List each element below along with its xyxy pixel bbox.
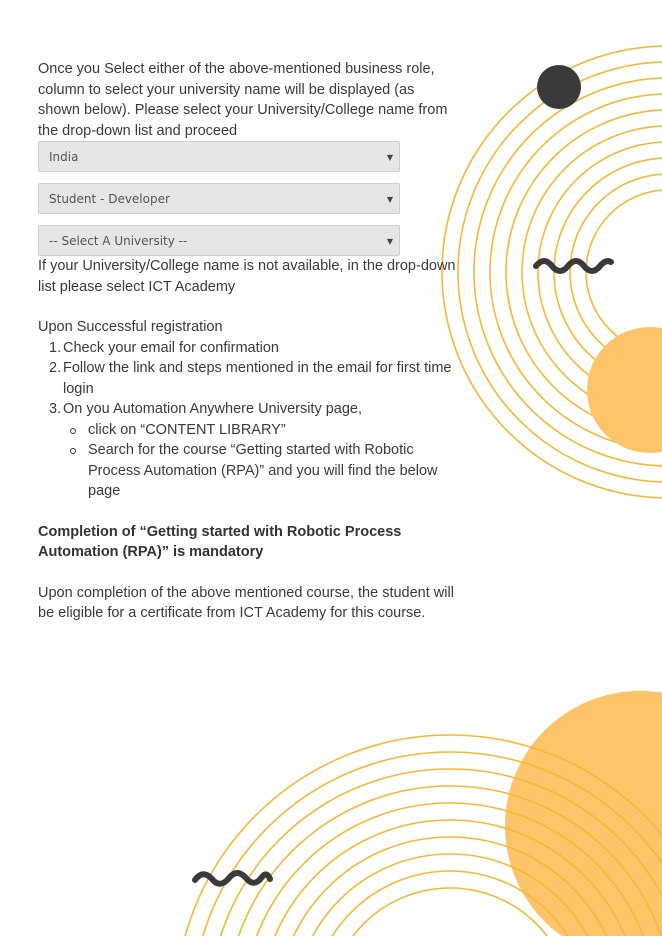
country-dropdown-value: India <box>49 150 79 164</box>
university-dropdown-value: -- Select A University -- <box>49 234 188 248</box>
dropdown-arrow-icon: ▼ <box>386 237 393 246</box>
registration-heading: Upon Successful registration <box>38 319 223 335</box>
intro-paragraph: Once you Select either of the above-mentioned business role, column to select your university name will be displayed (as shown below). Please select your University/College name from the drop-down list and proceed <box>38 61 448 139</box>
university-dropdown[interactable] <box>38 225 400 256</box>
list-item: 1. Check your email for confirmation <box>49 339 279 356</box>
note-paragraph: If your University/College name is not available, in the drop-down list please select ICT Academy <box>38 258 456 295</box>
sub-steps <box>63 420 458 502</box>
role-dropdown[interactable] <box>38 183 400 214</box>
registration-steps <box>38 338 458 502</box>
zigzag-shape <box>536 261 611 271</box>
list-item: 2. Follow the link and steps mentioned in the email for first time login <box>49 360 452 397</box>
mandatory-notice: Completion of “Getting started with Robotic Process Automation (RPA)” is mandatory <box>38 523 402 560</box>
dark-dot-shape <box>537 65 581 109</box>
list-item: 3. On you Automation Anywhere University page, click on “CONTENT LIBRARY” Search for the course “Getting started with Robotic Process Automation (RPA)” and you will find the below page <box>63 399 458 502</box>
document-content <box>38 59 458 624</box>
orange-circle-shape <box>587 327 662 453</box>
list-item: click on “CONTENT LIBRARY” <box>88 420 458 441</box>
country-dropdown[interactable] <box>38 141 400 172</box>
list-item: Search for the course “Getting started with Robotic Process Automation (RPA)” and you will find the below page <box>88 440 458 502</box>
dropdown-arrow-icon: ▼ <box>386 153 393 162</box>
dropdown-arrow-icon: ▼ <box>386 195 393 204</box>
role-dropdown-value: Student - Developer <box>49 192 170 206</box>
completion-paragraph: Upon completion of the above mentioned course, the student will be eligible for a certificate from ICT Academy for this course. <box>38 584 454 621</box>
